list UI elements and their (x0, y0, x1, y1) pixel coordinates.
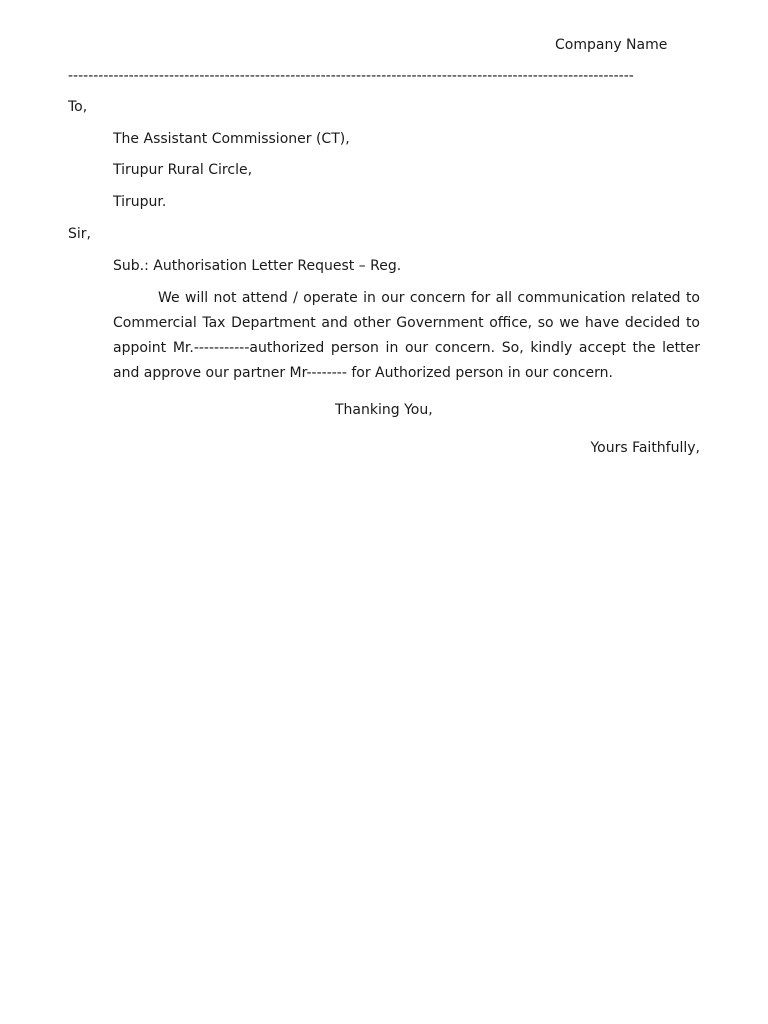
recipient-line-1: The Assistant Commissioner (CT), (113, 131, 350, 147)
closing-line: Yours Faithfully, (590, 440, 700, 456)
header-divider: ---------------------------------------------------------------------------------------------------------------- (68, 68, 634, 84)
recipient-line-3: Tirupur. (113, 194, 167, 210)
thanking-line: Thanking You, (335, 402, 433, 418)
letter-body: We will not attend / operate in our concern for all communication related to Commercial Tax Department and other Government office, so we have decided to appoint Mr.-----------authorized person in our concern. So, kindly accept the letter and approve our partner Mr-------- for Authorized person in our concern. (113, 290, 700, 381)
recipient-line-2: Tirupur Rural Circle, (113, 162, 253, 178)
greeting: Sir, (68, 226, 91, 242)
subject-line: Sub.: Authorisation Letter Request – Reg. (113, 258, 402, 274)
company-name: Company Name (555, 37, 668, 53)
salutation-to: To, (68, 99, 88, 115)
